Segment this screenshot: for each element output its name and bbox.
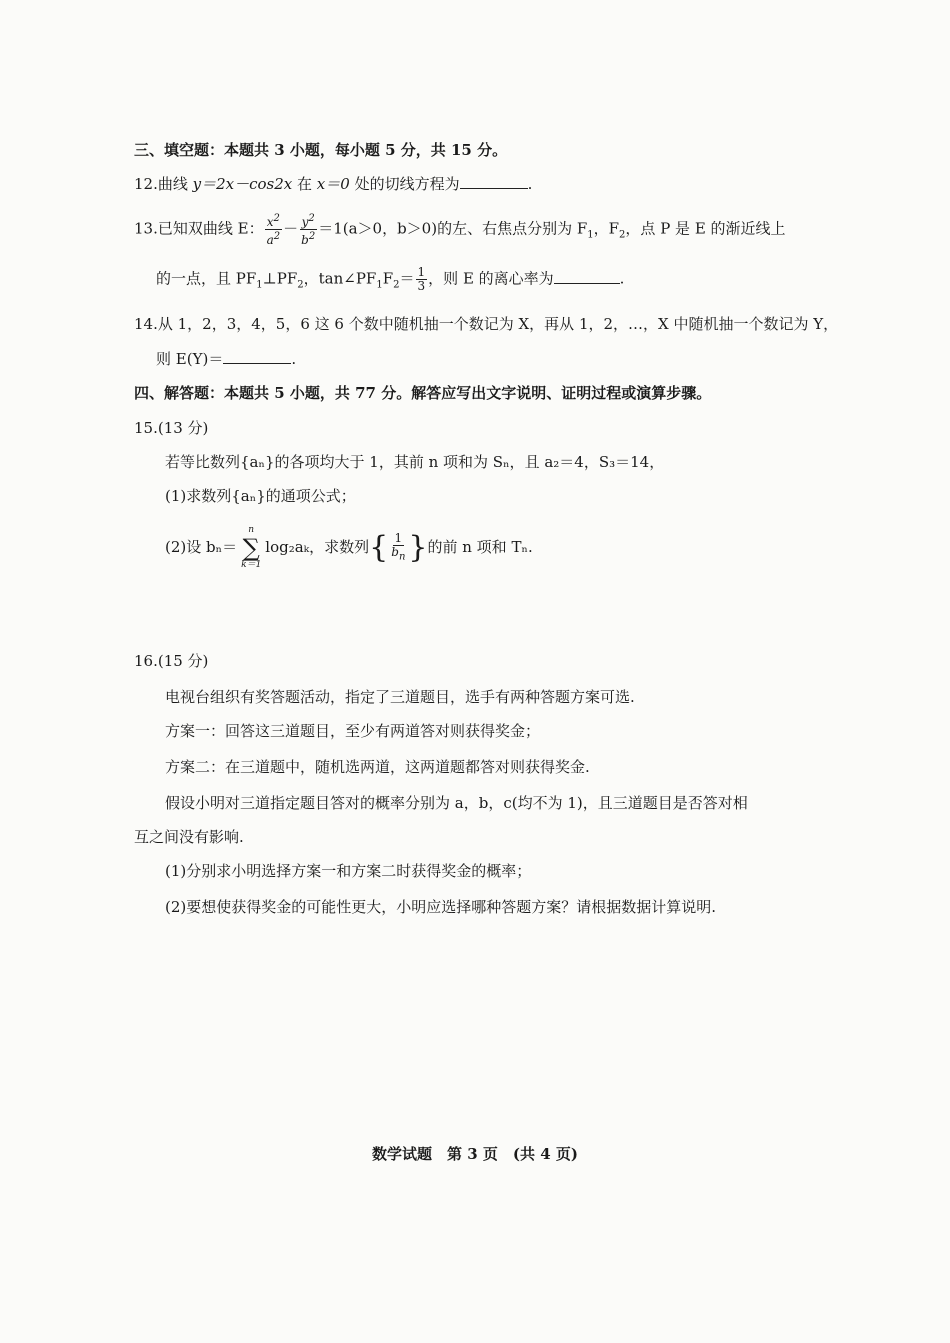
brace-left: {: [369, 530, 389, 565]
q16-line1: 电视台组织有奖答题活动，指定了三道题目，选手有两种答题方案可选.: [165, 688, 635, 706]
q15-part2-log: log₂aₖ，求数列: [265, 538, 370, 556]
brace-right: }: [408, 530, 428, 565]
q12-answer-blank[interactable]: [460, 174, 528, 189]
q13-prefix: 13.已知双曲线 E：: [134, 219, 264, 238]
q13-frac-one-third: $\frac{1}{3}$: [417, 265, 426, 293]
q15-frac-one-over-b: $\frac{1}{b_n}$: [391, 531, 406, 563]
section4-heading: 四、解答题：本题共 5 小题，共 77 分。解答应写出文字说明、证明过程或演算步骤。: [134, 384, 712, 402]
q13-line2-prefix: 的一点，且 PF: [156, 269, 257, 288]
q12-point: x＝0: [316, 175, 350, 193]
question-13-line2: 的一点，且 $PF_1\perp PF_2$，$\tan\angle PF_1F_2=$ $\frac{1}{3}$ ，则 E 的离心率为 .: [156, 265, 625, 293]
q13-line2-tan: ，tan∠PF: [303, 269, 377, 288]
question-14-line2: [156, 348, 296, 370]
question-14-line1: 14.从 1，2，3，4，5，6 这 6 个数中随机抽一个数记为 X，再从 1，2，…，X 中随机抽一个数记为 Y，: [134, 315, 839, 333]
q16-part1: (1)分别求小明选择方案一和方案二时获得奖金的概率；: [165, 862, 532, 880]
page-footer: 数学试题 第 3 页 (共 4 页): [372, 1145, 578, 1163]
q12-end: .: [527, 175, 533, 193]
q14-line2-prefix: 则 E(Y)＝: [156, 350, 224, 368]
q13-line2-eq: ＝: [399, 269, 415, 288]
q16-line2: 方案一：回答这三道题目，至少有两道答对则获得奖金；: [165, 722, 541, 740]
question-13-line1: 13.已知双曲线 E： $\frac{x^2}{a^2}$ － $\frac{y^2}{b^2}$ ＝1(a＞0，b＞0)的左、右焦点分别为 $F_1$，$F_2$，点 P 是 E 的渐近线上: [134, 213, 786, 247]
q13-answer-blank[interactable]: [554, 269, 620, 284]
question-12: [134, 173, 532, 195]
q15-part1: (1)求数列{aₙ}的通项公式；: [165, 487, 356, 505]
q15-number: 15.(13 分): [134, 419, 209, 437]
q16-line5: 互之间没有影响.: [134, 828, 244, 846]
q16-line4: 假设小明对三道指定题目答对的概率分别为 a，b，c(均不为 1)，且三道题目是否答对相: [165, 794, 748, 812]
section3-heading: 三、填空题：本题共 3 小题，每小题 5 分，共 15 分。: [134, 141, 508, 159]
q16-line3: 方案二：在三道题中，随机选两道，这两道题都答对则获得奖金.: [165, 758, 590, 776]
q12-prefix: 12.曲线: [134, 175, 193, 193]
q13-tail1: ，点 P 是 E 的渐近线上: [625, 219, 786, 238]
q15-stem: 若等比数列{aₙ}的各项均大于 1，其前 n 项和为 Sₙ，且 a₂＝4，S₃＝14，: [165, 453, 665, 471]
q12-suffix: 处的切线方程为: [349, 175, 460, 193]
q13-frac-x: $\frac{x^2}{a^2}$: [266, 213, 281, 247]
q15-part2-suffix: 的前 n 项和 Tₙ.: [427, 538, 533, 556]
q12-formula: y＝2x－cos2x: [192, 175, 293, 193]
q13-frac-y: $\frac{y^2}{b^2}$: [301, 213, 316, 247]
q16-part2: (2)要想使获得奖金的可能性更大，小明应选择哪种答题方案？请根据数据计算说明.: [165, 898, 717, 916]
q14-answer-blank[interactable]: [223, 349, 291, 364]
q13-cond: ＝1(a＞0，b＞0)的左、右焦点分别为 F: [318, 219, 588, 238]
q13-line2-perp: ⊥PF: [262, 269, 298, 288]
q15-part2-prefix: (2)设 bₙ＝: [165, 538, 238, 556]
q12-mid: 在: [292, 175, 317, 193]
q13-line2-suffix: ，则 E 的离心率为: [428, 269, 554, 288]
q13-end: .: [619, 269, 625, 288]
q16-number: 16.(15 分): [134, 652, 209, 670]
sum-sigma: n ∑ k＝1: [241, 525, 262, 570]
q15-part2: [165, 525, 533, 571]
q14-end: .: [291, 350, 297, 368]
